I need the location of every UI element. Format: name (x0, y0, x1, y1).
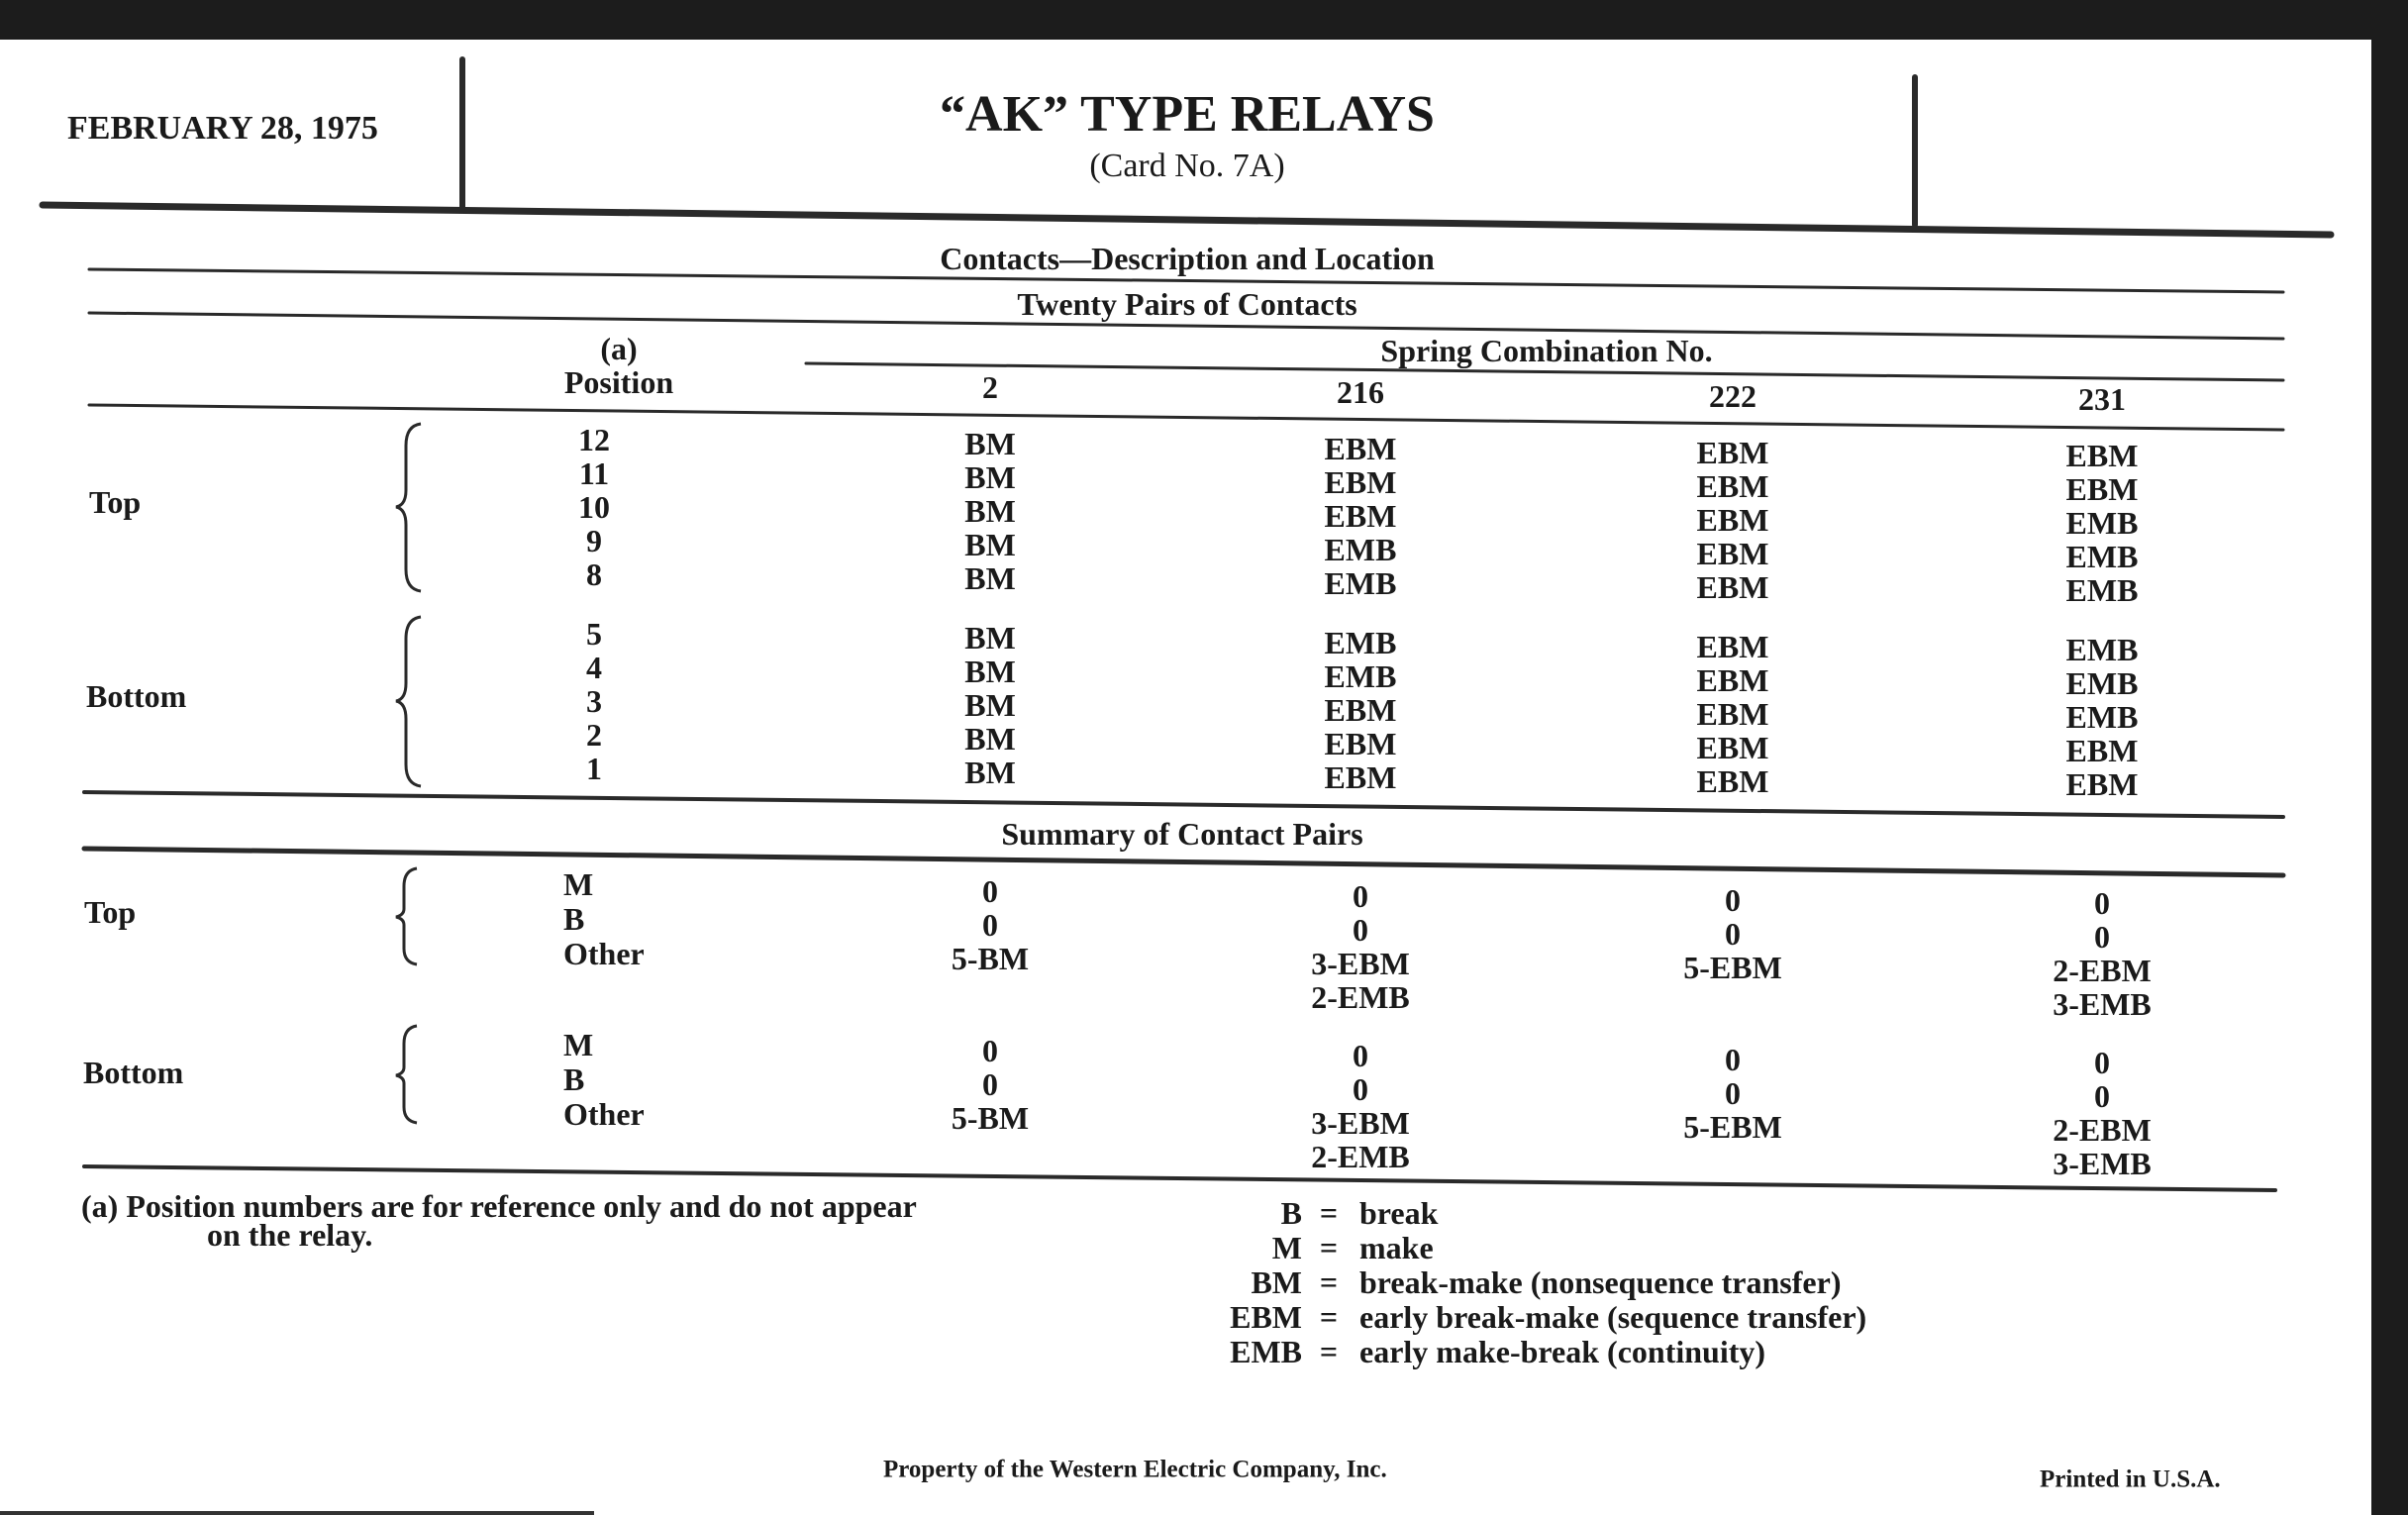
contact-cell: BM (964, 493, 1016, 529)
contact-cell: EBM (1324, 692, 1397, 728)
spring-combination-number: 231 (2078, 381, 2126, 417)
summary-cell: 3-EBM (1311, 946, 1410, 981)
summary-cell: 0 (982, 1033, 998, 1068)
legend-abbreviation: B (1280, 1195, 1302, 1231)
summary-cell: 0 (1353, 1038, 1368, 1073)
contact-cell: EBM (1324, 726, 1397, 761)
summary-cell: 3-EMB (2053, 1146, 2152, 1181)
header-rule (43, 205, 2331, 235)
brace-icon (396, 424, 421, 591)
spring-combination-number: 216 (1337, 374, 1384, 410)
summary-cell: 0 (1725, 882, 1741, 918)
legend-equals: = (1319, 1230, 1339, 1265)
summary-row-label: M (563, 866, 594, 902)
summary-cell: 0 (2094, 1078, 2110, 1114)
summary-cell: 0 (2094, 885, 2110, 921)
summary-cell: 2-EBM (2053, 1112, 2152, 1148)
contact-cell: EBM (1696, 662, 1769, 698)
spring-combination-header: Spring Combination No. (1380, 333, 1713, 368)
contact-cell: BM (964, 527, 1016, 562)
spring-combination-number: 2 (982, 369, 998, 405)
contact-cell: EBM (1324, 759, 1397, 795)
contact-cell: BM (964, 426, 1016, 461)
position-number: 10 (578, 489, 610, 525)
position-header: Position (563, 364, 674, 400)
summary-cell: 5-BM (951, 941, 1030, 976)
contact-cell: EBM (1696, 763, 1769, 799)
contact-cell: EBM (1696, 468, 1769, 504)
contact-cell: BM (964, 654, 1016, 689)
position-number: 4 (586, 650, 602, 685)
contact-cell: EMB (2065, 665, 2139, 701)
card-date: FEBRUARY 28, 1975 (67, 110, 378, 147)
contact-cell: BM (964, 459, 1016, 495)
legend-abbreviation: M (1271, 1230, 1302, 1265)
contact-cell: EMB (1324, 532, 1397, 567)
page-title: “AK” TYPE RELAYS (940, 86, 1435, 143)
summary-cell: 2-EMB (1311, 979, 1410, 1015)
contact-cell: EBM (2065, 766, 2139, 802)
legend-equals: = (1319, 1299, 1339, 1335)
contact-cell: EBM (2065, 733, 2139, 768)
summary-row-label: Other (563, 936, 645, 971)
summary-cell: 0 (2094, 1045, 2110, 1080)
card-number: (Card No. 7A) (1089, 148, 1285, 184)
footer-property: Property of the Western Electric Company, Inc. (883, 1456, 1387, 1483)
legend-equals: = (1319, 1334, 1339, 1369)
contact-cell: EMB (1324, 565, 1397, 601)
brace-icon (396, 617, 421, 786)
summary-row-label: Other (563, 1096, 645, 1132)
summary-cell: 5-BM (951, 1100, 1030, 1136)
group-bottom-label: Bottom (86, 678, 187, 714)
contact-cell: EMB (2065, 632, 2139, 667)
position-number: 3 (586, 683, 602, 719)
position-number: 9 (586, 523, 602, 558)
summary-cell: 3-EBM (1311, 1105, 1410, 1141)
group-top-label: Top (89, 484, 142, 520)
contact-cell: EMB (1324, 658, 1397, 694)
spring-combination-number: 222 (1709, 378, 1756, 414)
summary-cell: 2-EMB (1311, 1139, 1410, 1174)
legend-equals: = (1319, 1264, 1339, 1300)
contact-cell: EBM (2065, 438, 2139, 473)
summary-cell: 5-EBM (1683, 950, 1782, 985)
summary-cell: 5-EBM (1683, 1109, 1782, 1145)
legend-equals: = (1319, 1195, 1339, 1231)
legend-definition: break-make (nonsequence transfer) (1359, 1264, 1842, 1300)
summary-row-label: B (563, 1061, 585, 1097)
contact-cell: EBM (1696, 435, 1769, 470)
summary-cell: 0 (2094, 919, 2110, 955)
legend-abbreviation: EMB (1230, 1334, 1302, 1369)
legend-abbreviation: BM (1251, 1264, 1302, 1300)
contact-cell: EMB (1324, 625, 1397, 660)
position-number: 11 (578, 455, 610, 491)
contact-cell: EBM (1696, 536, 1769, 571)
contact-cell: EBM (1324, 498, 1397, 534)
contact-cell: EBM (1696, 696, 1769, 732)
summary-row-label: M (563, 1027, 594, 1062)
summary-row-label: B (563, 901, 585, 937)
legend-abbreviation: EBM (1230, 1299, 1302, 1335)
contact-cell: EBM (1696, 502, 1769, 538)
legend-definition: early break-make (sequence transfer) (1359, 1299, 1867, 1335)
brace-icon (396, 1026, 417, 1123)
contact-cell: BM (964, 721, 1016, 757)
contact-cell: BM (964, 755, 1016, 790)
footer-printed: Printed in U.S.A. (2040, 1465, 2221, 1493)
footnote-line-1: (a) Position numbers are for reference only and do not appear (81, 1188, 917, 1224)
contact-cell: EBM (2065, 471, 2139, 507)
contact-cell: EMB (2065, 505, 2139, 541)
legend-definition: early make-break (continuity) (1359, 1334, 1766, 1369)
footnote-line-2: on the relay. (207, 1217, 373, 1253)
brace-icons (396, 424, 421, 1123)
summary-cell: 0 (982, 907, 998, 943)
position-number: 2 (586, 717, 602, 753)
position-note: (a) (600, 331, 638, 366)
contact-cell: EMB (2065, 539, 2139, 574)
summary-bottom-label: Bottom (83, 1055, 184, 1090)
contact-cell: EBM (1324, 464, 1397, 500)
summary-cell: 3-EMB (2053, 986, 2152, 1022)
summary-cell: 0 (1353, 912, 1368, 948)
contact-cell: BM (964, 687, 1016, 723)
summary-top-label: Top (84, 894, 137, 930)
summary-cell: 0 (1353, 878, 1368, 914)
position-number: 12 (578, 422, 610, 457)
section-subtitle: Twenty Pairs of Contacts (1017, 286, 1357, 322)
contact-cell: EMB (2065, 572, 2139, 608)
contact-cell: EMB (2065, 699, 2139, 735)
contact-cell: EBM (1696, 629, 1769, 664)
summary-cell: 0 (982, 873, 998, 909)
contact-cell: EBM (1696, 730, 1769, 765)
summary-cell: 0 (1353, 1071, 1368, 1107)
legend-definition: break (1359, 1195, 1439, 1231)
position-number: 8 (586, 556, 602, 592)
contact-cell: BM (964, 620, 1016, 656)
summary-cell: 0 (982, 1066, 998, 1102)
legend-definition: make (1359, 1230, 1434, 1265)
summary-cell: 2-EBM (2053, 953, 2152, 988)
contact-cell: BM (964, 560, 1016, 596)
contact-cell: EBM (1696, 569, 1769, 605)
summary-cell: 0 (1725, 1075, 1741, 1111)
contact-cell: EBM (1324, 431, 1397, 466)
position-number: 5 (586, 616, 602, 652)
section-title: Contacts—Description and Location (940, 241, 1435, 276)
summary-cell: 0 (1725, 1042, 1741, 1077)
brace-icon (396, 868, 417, 964)
position-number: 1 (586, 751, 602, 786)
summary-title: Summary of Contact Pairs (1001, 816, 1363, 852)
summary-cell: 0 (1725, 916, 1741, 952)
